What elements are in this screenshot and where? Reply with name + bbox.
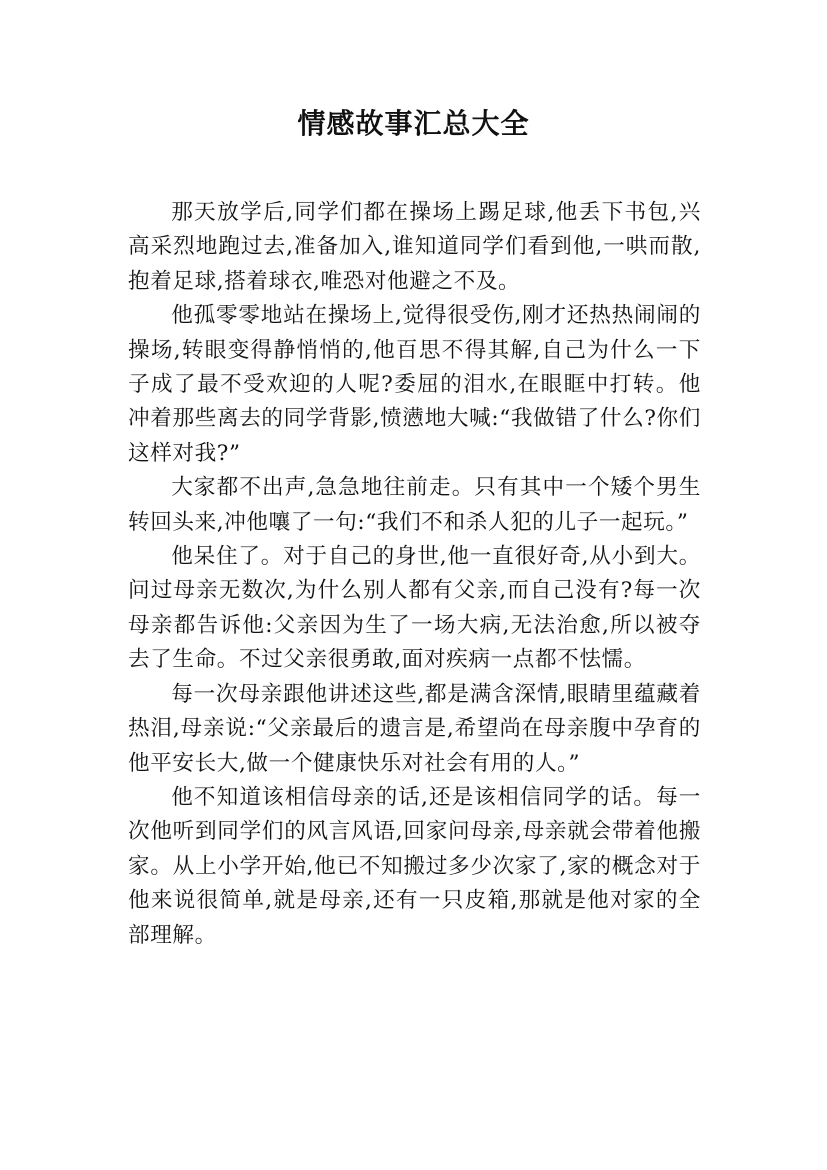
paragraph: 那天放学后,同学们都在操场上踢足球,他丢下书包,兴高采烈地跑过去,准备加入,谁知道同学们看到他,一哄而散,抱着足球,搭着球衣,唯恐对他避之不及。 bbox=[128, 200, 701, 294]
paragraph: 他不知道该相信母亲的话,还是该相信同学的话。每一次他听到同学们的风言风语,回家问母亲,母亲就会带着他搬家。从上小学开始,他已不知搬过多少次家了,家的概念对于他来说很简单,就是母亲,还有一只皮箱,那就是他对家的全部理解。 bbox=[128, 784, 701, 948]
paragraph: 大家都不出声,急急地往前走。只有其中一个矮个男生转回头来,冲他嚷了一句:“我们不和杀人犯的儿子一起玩。” bbox=[128, 475, 701, 535]
paragraph: 每一次母亲跟他讲述这些,都是满含深情,眼睛里蕴藏着热泪,母亲说:“父亲最后的遗言是,希望尚在母亲腹中孕育的他平安长大,做一个健康快乐对社会有用的人。” bbox=[128, 681, 701, 776]
document-body bbox=[128, 196, 701, 953]
paragraph: 他孤零零地站在操场上,觉得很受伤,刚才还热热闹闹的操场,转眼变得静悄悄的,他百思不得其解,自己为什么一下子成了最不受欢迎的人呢?委屈的泪水,在眼眶中打转。他冲着那些离去的同学背影,愤懑地大喊:“我做错了什么?你们这样对我?” bbox=[128, 303, 701, 466]
paragraph: 他呆住了。对于自己的身世,他一直很好奇,从小到大。问过母亲无数次,为什么别人都有父亲,而自己没有?每一次母亲都告诉他:父亲因为生了一场大病,无法治愈,所以被夺去了生命。不过父亲很勇敢,面对疾病一点都不怯懦。 bbox=[128, 544, 701, 673]
document-title: 情感故事汇总大全 bbox=[297, 107, 530, 140]
